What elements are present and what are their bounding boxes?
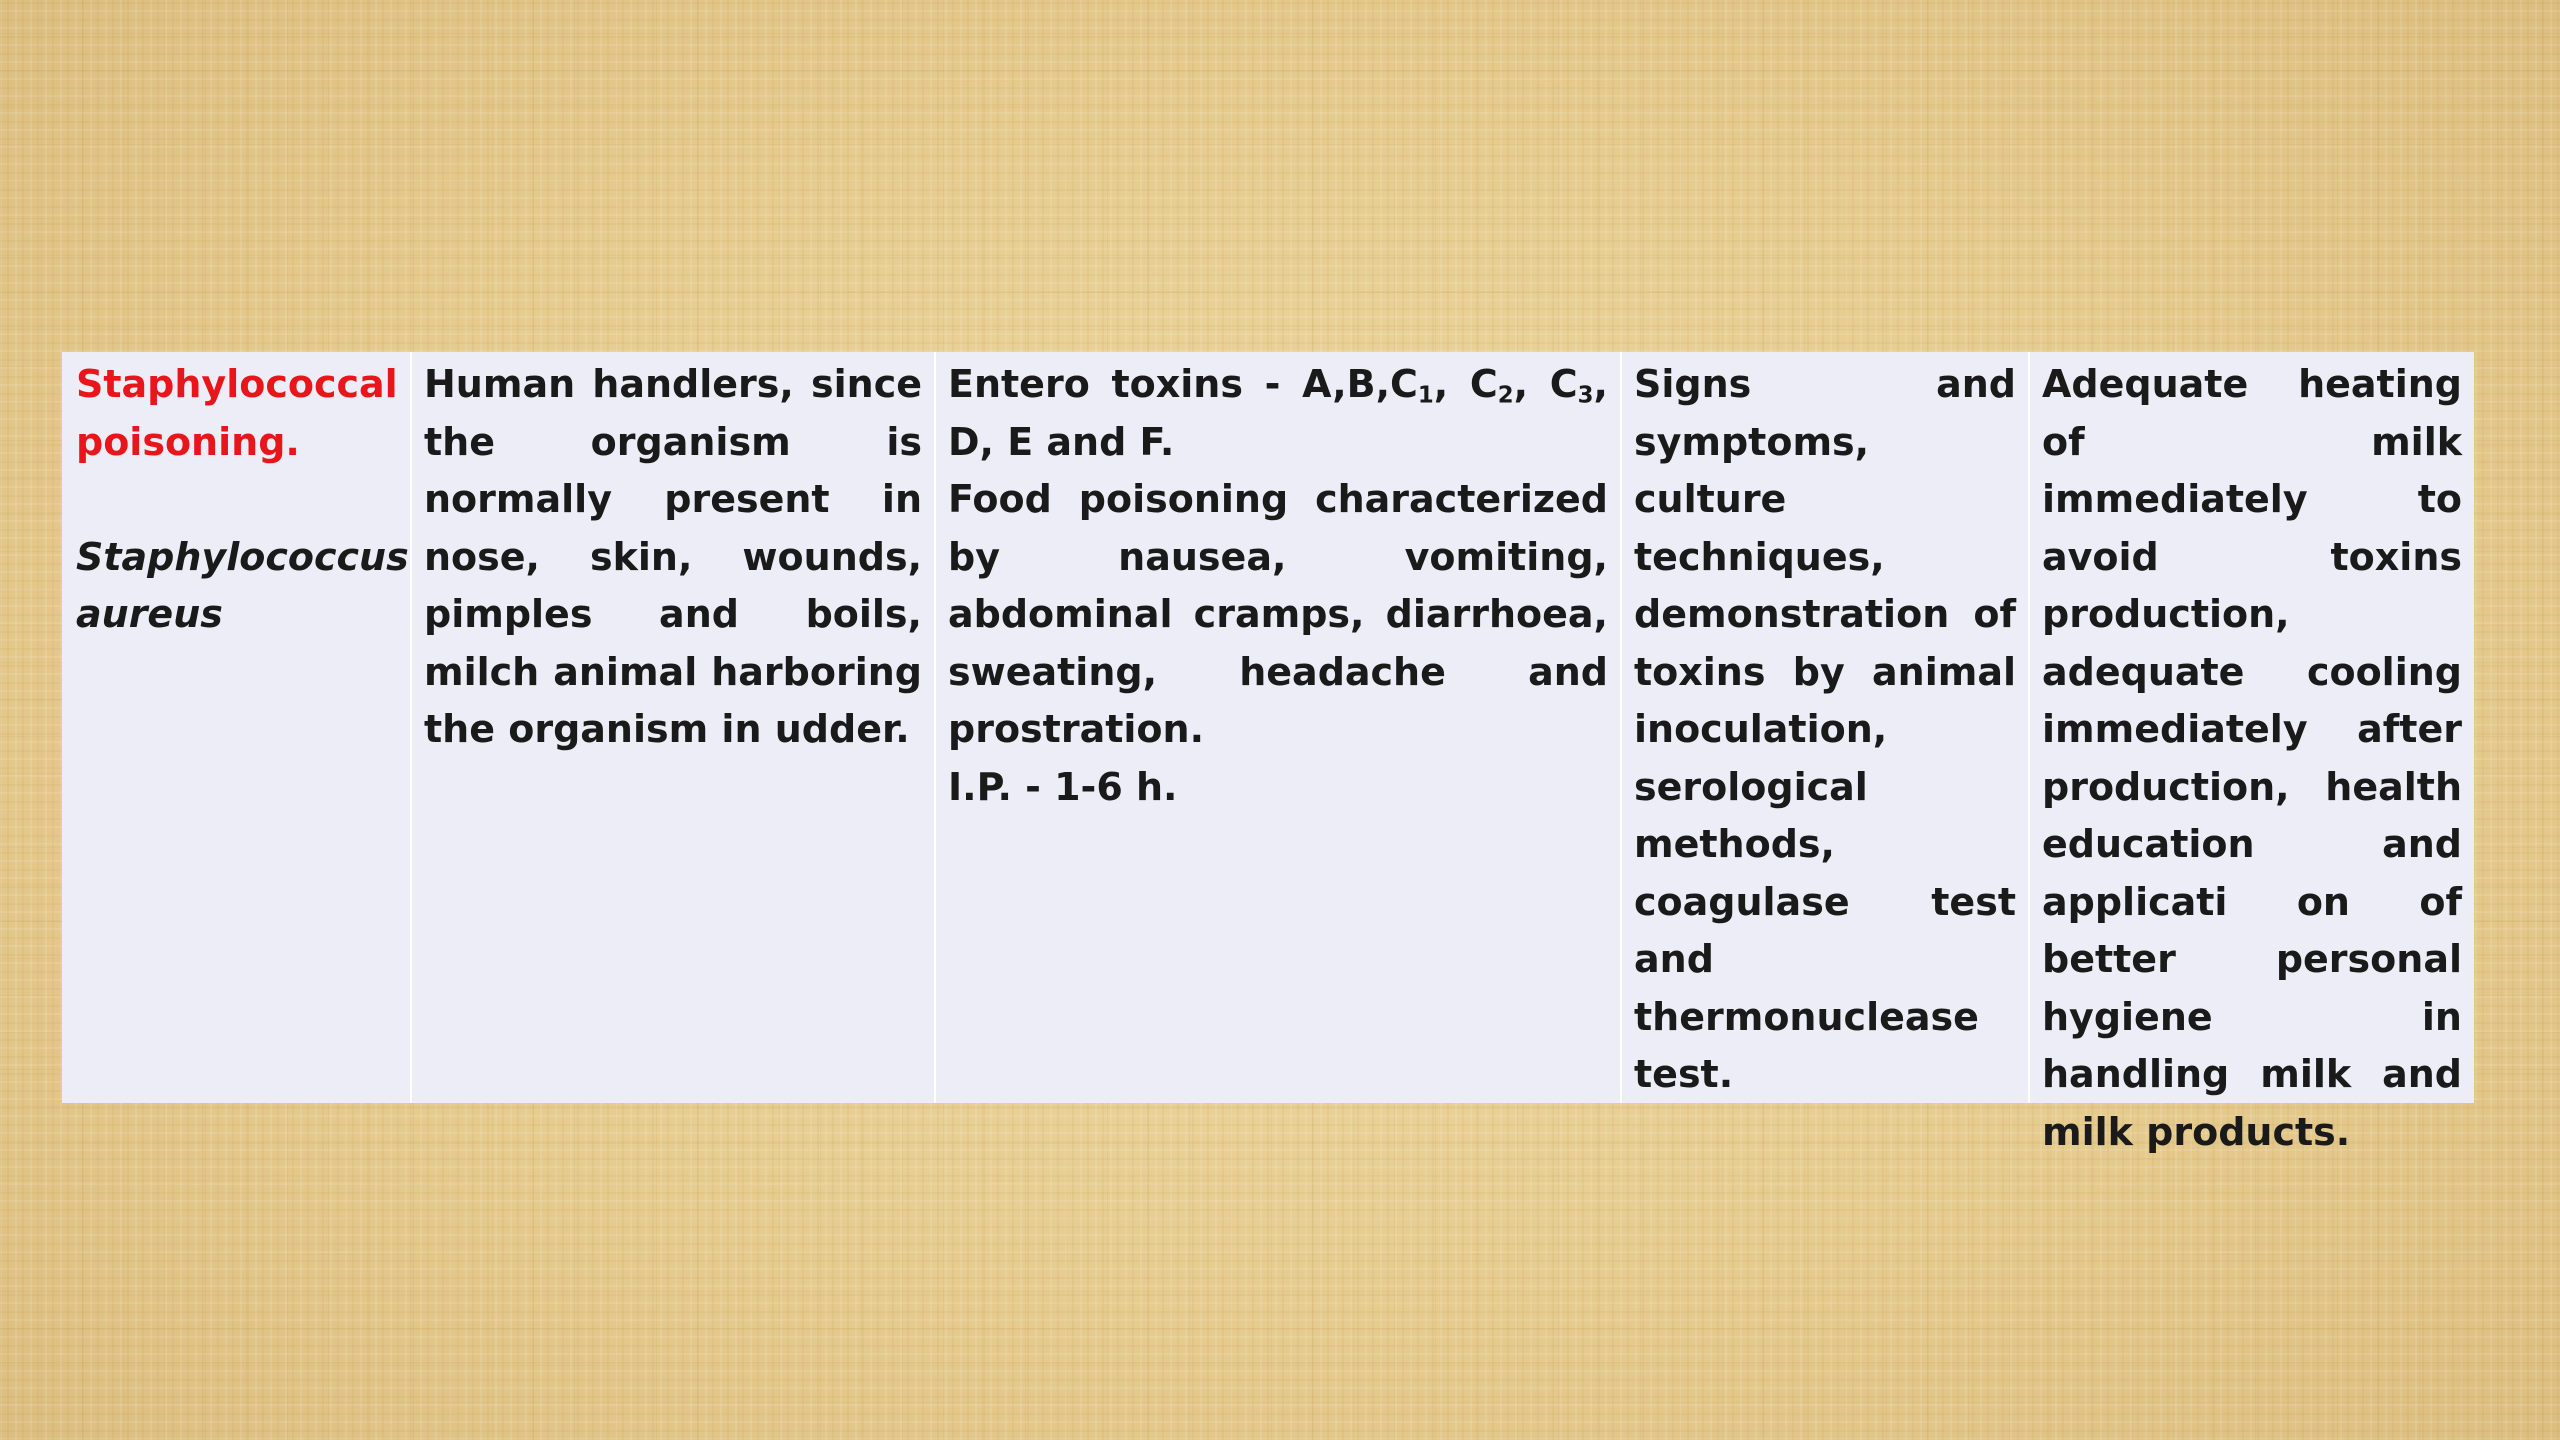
diagnosis-text: Signs and symptoms, culture techniques, demonstration of toxins by animal inoculation, serological methods, coagulase test and thermonuclease test. xyxy=(1634,362,2016,1096)
subscript-2: 2 xyxy=(1497,382,1514,409)
disease-title: Staphylococcal poisoning. xyxy=(76,362,398,464)
toxins-symptoms-cell xyxy=(936,352,1622,1103)
toxins-prefix: Entero toxins - A,B,C xyxy=(948,362,1418,406)
spacer xyxy=(76,471,398,529)
source-text: Human handlers, since the organism is normally present in nose, skin, wounds, pimples and boils, milch animal harboring the organism in udder. xyxy=(424,362,922,751)
prevention-text: Adequate heating of milk immediately to avoid toxins production, adequate cooling immediately after production, health education and applicati on of better personal hygiene in handling milk and milk products. xyxy=(2042,362,2462,1154)
symptoms-text: Food poisoning characterized by nausea, vomiting, abdominal cramps, diarrhoea, sweating, headache and prostration. xyxy=(948,477,1608,751)
source-cell xyxy=(412,352,936,1103)
toxins-sep-2: , C xyxy=(1513,362,1578,406)
incubation-period: I.P. - 1-6 h. xyxy=(948,764,1178,809)
disease-table-row xyxy=(62,352,2474,1154)
toxins-suffix: , D, E and F. xyxy=(948,362,1608,464)
prevention-cell xyxy=(2030,352,2474,1154)
toxins-sep-1: , C xyxy=(1433,362,1498,406)
subscript-3: 3 xyxy=(1577,382,1594,409)
toxins-line xyxy=(948,356,1608,471)
organism-name: Staphylococcus aureus xyxy=(76,534,409,636)
diagnosis-cell xyxy=(1622,352,2030,1103)
disease-name-cell xyxy=(62,352,412,1103)
subscript-1: 1 xyxy=(1417,382,1434,409)
